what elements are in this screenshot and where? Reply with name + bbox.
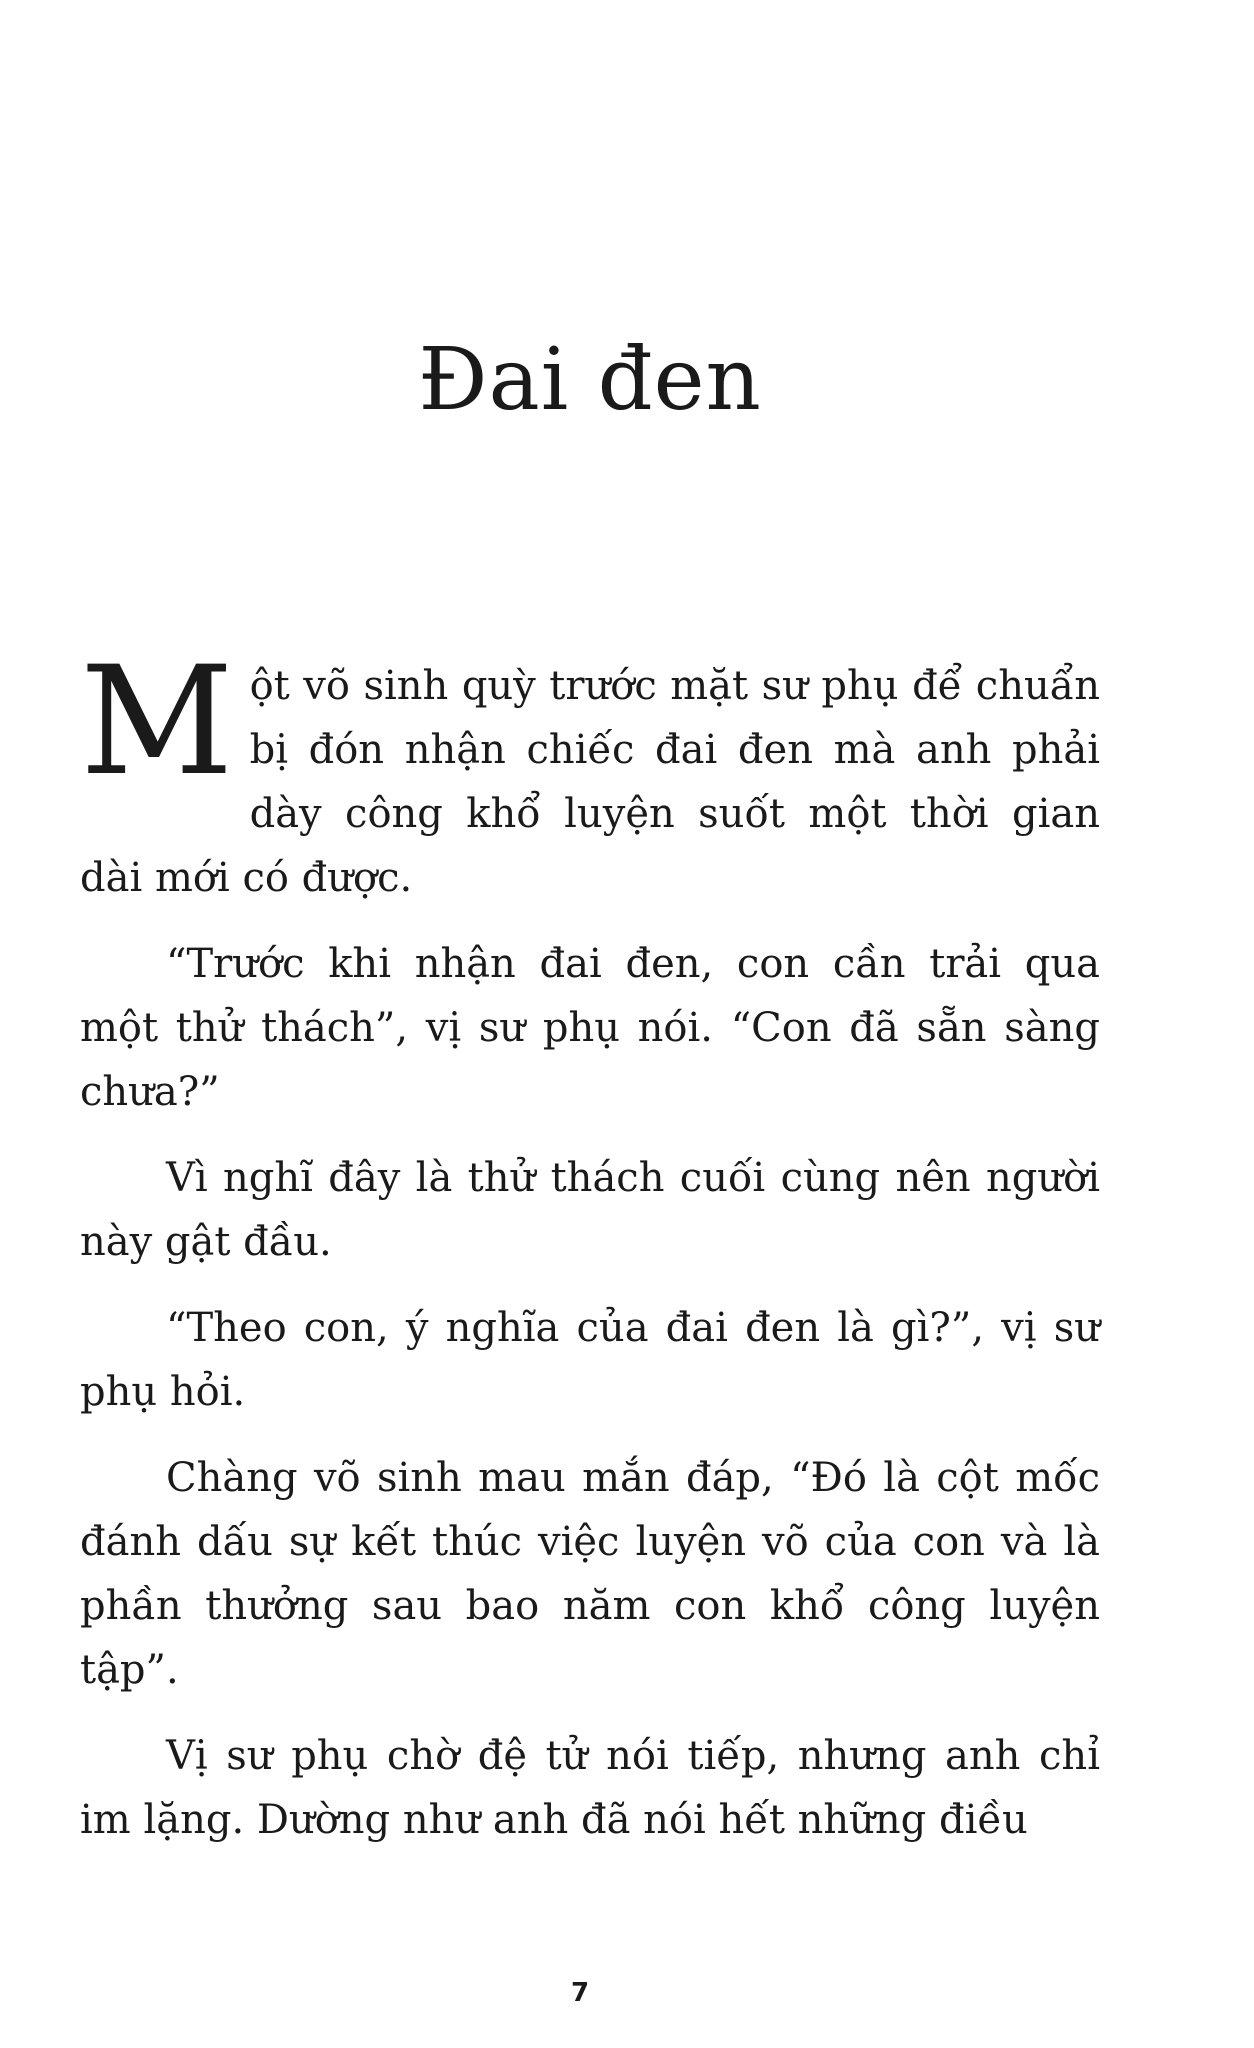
paragraph-4: “Theo con, ý nghĩa của đai đen là gì?”, vị sư phụ hỏi.: [80, 1305, 1100, 1415]
page-number: 7: [570, 1978, 590, 2008]
chapter-title: Đai đen: [418, 330, 762, 430]
chapter-body: [80, 635, 1100, 1874]
paragraph-5: Chàng võ sinh mau mắn đáp, “Đó là cột mốc đánh dấu sự kết thúc việc luyện võ của con và là phần thưởng sau bao năm con khổ công luyện tập”.: [80, 1455, 1100, 1693]
paragraph-6: Vị sư phụ chờ đệ tử nói tiếp, nhưng anh chỉ im lặng. Dường như anh đã nói hết những điều: [80, 1733, 1100, 1843]
paragraph-1: [80, 635, 1100, 910]
drop-cap: M: [80, 635, 234, 809]
paragraph-3: Vì nghĩ đây là thử thách cuối cùng nên người này gật đầu.: [80, 1155, 1100, 1265]
paragraph-2: “Trước khi nhận đai đen, con cần trải qua một thử thách”, vị sư phụ nói. “Con đã sẵn sàng chưa?”: [80, 941, 1100, 1115]
paragraph-1-text: ột võ sinh quỳ trước mặt sư phụ để chuẩn bị đón nhận chiếc đai đen mà anh phải dày công khổ luyện suốt một thời gian dài mới có được.: [80, 663, 1100, 901]
